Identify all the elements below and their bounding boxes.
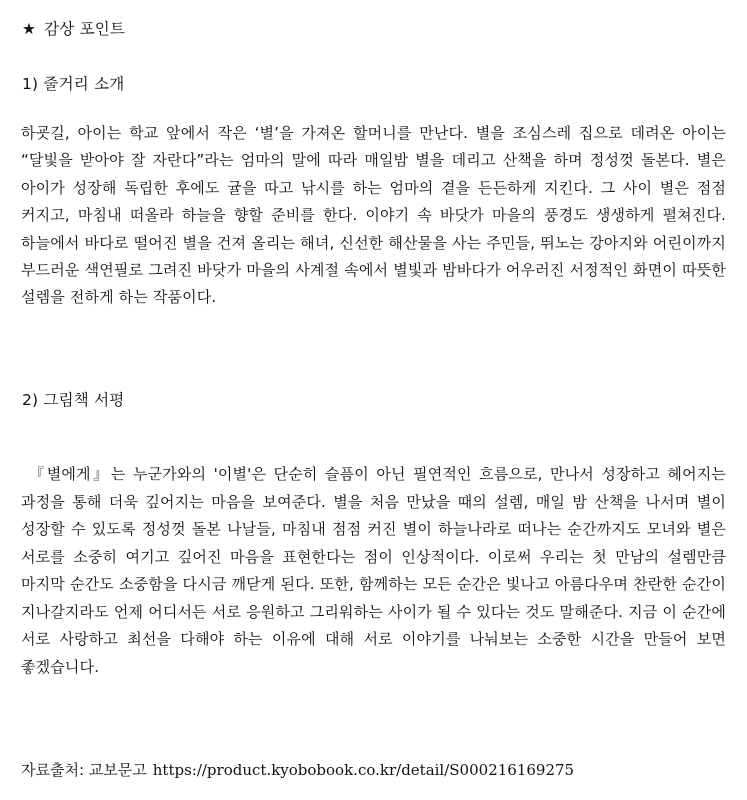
- section1-heading: 1) 줄거리 소개: [22, 75, 125, 93]
- appreciation-points-header: [22, 19, 125, 39]
- source-citation: [21, 760, 574, 780]
- source-link[interactable]: https://product.kyobobook.co.kr/detail/S000216169275: [152, 761, 575, 779]
- section1-body: 하굣길, 아이는 학교 앞에서 작은 ‘별’을 가져온 할머니를 만난다. 별을 조심스레 집으로 데려온 아이는 “달빛을 받아야 잘 자란다”라는 엄마의 말에 따라 매일밤 별을 데리고 산책을 하며 정성껏 돌본다. 별은 아이가 성장해 독립한 후에도 귤을 따고 낚시를 하는 엄마의 곁을 든든하게 지킨다. 그 사이 별은 점점 커지고, 마침내 떠올라 하늘을 향할 준비를 한다. 이야기 속 바닷가 마을의 풍경도 생생하게 펼쳐진다. 하늘에서 바다로 떨어진 별을 건져 올리는 해녀, 신선한 해산물을 사는 주민들, 뛰노는 강아지와 어린이까지 부드러운 색연필로 그려진 바닷가 마을의 사계절 속에서 별빛과 밤바다가 어우러진 서정적인 화면이 따뜻한 설렘을 전하게 하는 작품이다.: [21, 124, 726, 307]
- header-title: 감상 포인트: [44, 20, 126, 38]
- source-label: 자료출처: 교보문고: [21, 761, 147, 779]
- section2-body: 『별에게』는 누군가와의 '이별'은 단순히 슬픔이 아닌 필연적인 흐름으로, 만나서 성장하고 헤어지는 과정을 통해 더욱 깊어지는 마음을 보여준다. 별을 처음 만났을 때의 설렘, 매일 밤 산책을 나서며 별이 성장할 수 있도록 정성껏 돌본 나날들, 마침내 점점 커진 별이 하늘나라로 떠나는 순간까지도 모녀와 별은 서로를 소중히 여기고 깊어진 마음을 표현한다는 점이 인상적이다. 이로써 우리는 첫 만남의 설렘만큼 마지막 순간도 소중함을 다시금 깨닫게 된다. 또한, 함께하는 모든 순간은 빛나고 아름다우며 찬란한 순간이 지나갈지라도 언제 어디서든 서로 응원하고 그리워하는 사이가 될 수 있다는 것도 말해준다. 지금 이 순간에 서로 사랑하고 최선을 다해야 하는 이유에 대해 서로 이야기를 나눠보는 소중한 시간을 만들어 보면 좋겠습니다.: [21, 465, 726, 676]
- section2-heading: 2) 그림책 서평: [22, 391, 125, 409]
- star-icon: ★: [22, 20, 37, 38]
